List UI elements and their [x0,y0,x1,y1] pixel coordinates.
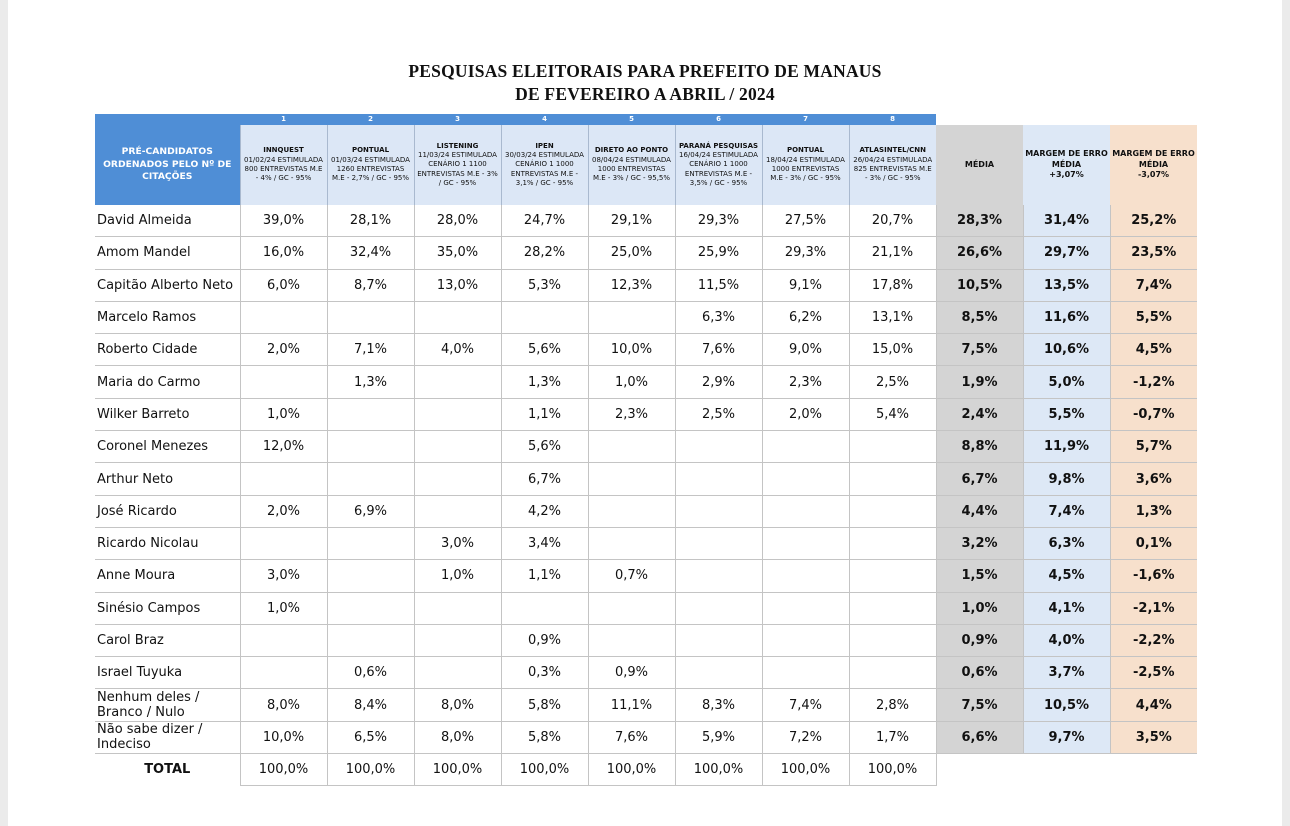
poll-value-3 [414,657,501,689]
poll-name: ATLASINTEL/CNN [859,146,926,155]
margin-plus-value: 9,8% [1023,463,1110,495]
poll-value-5: 2,3% [588,398,675,430]
poll-value-3 [414,431,501,463]
poll-value-4: 1,1% [501,560,588,592]
table-row [95,237,1197,269]
poll-value-6 [675,431,762,463]
poll-value-1: 2,0% [240,334,327,366]
margin-minus-value: 3,5% [1110,721,1197,753]
poll-value-2 [327,301,414,333]
poll-value-6 [675,624,762,656]
table-row [95,205,1197,237]
margin-plus-value: 4,0% [1023,624,1110,656]
margin-plus-value: 31,4% [1023,205,1110,237]
candidate-name: Capitão Alberto Neto [95,269,240,301]
poll-value-8 [849,527,936,559]
poll-value-3 [414,301,501,333]
margin-title: MARGEM DE ERRO MÉDIA [1025,149,1108,169]
poll-value-6 [675,657,762,689]
poll-value-1 [240,463,327,495]
poll-value-3: 4,0% [414,334,501,366]
poll-value-3: 3,0% [414,527,501,559]
poll-value-2: 7,1% [327,334,414,366]
poll-value-1 [240,366,327,398]
poll-details: 16/04/24 ESTIMULADA CENÁRIO 1 1000 ENTREVISTAS M.E - 3,5% / GC - 95% [679,151,758,187]
poll-value-2: 1,3% [327,366,414,398]
margin-minus-value: -2,5% [1110,657,1197,689]
poll-value-6: 2,9% [675,366,762,398]
poll-value-5 [588,495,675,527]
total-value-4: 100,0% [501,754,588,786]
poll-value-7: 7,4% [762,689,849,721]
media-value: 3,2% [936,527,1023,559]
poll-value-6: 25,9% [675,237,762,269]
poll-value-8: 15,0% [849,334,936,366]
poll-header-6 [675,125,762,205]
poll-value-2: 28,1% [327,205,414,237]
poll-value-7 [762,463,849,495]
table-row [95,366,1197,398]
poll-value-6: 29,3% [675,205,762,237]
poll-value-2: 8,4% [327,689,414,721]
margin-minus-value: 5,7% [1110,431,1197,463]
poll-value-7 [762,624,849,656]
poll-value-8 [849,624,936,656]
media-value: 6,6% [936,721,1023,753]
poll-value-1: 12,0% [240,431,327,463]
poll-value-8: 20,7% [849,205,936,237]
margin-minus-value: -1,6% [1110,560,1197,592]
media-value: 2,4% [936,398,1023,430]
poll-name: IPEN [535,141,554,150]
poll-details: 01/02/24 ESTIMULADA 800 ENTREVISTAS M.E - 4% / GC - 95% [244,155,323,183]
poll-value-5 [588,527,675,559]
candidate-name: Arthur Neto [95,463,240,495]
poll-value-5: 7,6% [588,721,675,753]
margin-minus-value: -0,7% [1110,398,1197,430]
candidate-name: Roberto Cidade [95,334,240,366]
poll-value-8 [849,592,936,624]
poll-value-7 [762,592,849,624]
margin-plus-value: 5,5% [1023,398,1110,430]
corner-number-cell [95,114,240,125]
margin-plus-value: 4,1% [1023,592,1110,624]
poll-number-7: 7 [762,114,849,125]
poll-value-6: 5,9% [675,721,762,753]
poll-value-2 [327,431,414,463]
margin-plus-value: 7,4% [1023,495,1110,527]
poll-value-1: 1,0% [240,592,327,624]
candidate-name: Maria do Carmo [95,366,240,398]
candidate-name: Wilker Barreto [95,398,240,430]
margin-minus-value: 25,2% [1110,205,1197,237]
poll-value-8: 21,1% [849,237,936,269]
poll-value-7: 9,0% [762,334,849,366]
poll-value-6 [675,463,762,495]
poll-details: 30/03/24 ESTIMULADA CENÁRIO 1 1000 ENTREVISTAS M.E - 3,1% / GC - 95% [505,151,584,187]
candidate-name: Amom Mandel [95,237,240,269]
candidate-name: Sinésio Campos [95,592,240,624]
margin-plus-value: 11,6% [1023,301,1110,333]
margin-plus-value: 13,5% [1023,269,1110,301]
poll-value-2 [327,624,414,656]
margin-minus-value: 3,6% [1110,463,1197,495]
poll-value-2: 6,9% [327,495,414,527]
poll-value-5 [588,431,675,463]
poll-value-8: 17,8% [849,269,936,301]
poll-value-1 [240,657,327,689]
poll-value-7: 2,3% [762,366,849,398]
poll-value-4: 3,4% [501,527,588,559]
poll-value-7: 27,5% [762,205,849,237]
media-value: 4,4% [936,495,1023,527]
poll-value-1 [240,624,327,656]
poll-value-5 [588,624,675,656]
media-value: 7,5% [936,334,1023,366]
margin-minus-value: -2,2% [1110,624,1197,656]
poll-value-6: 11,5% [675,269,762,301]
candidate-name: Israel Tuyuka [95,657,240,689]
poll-value-5: 12,3% [588,269,675,301]
poll-header-3 [414,125,501,205]
total-row [95,754,1197,786]
poll-value-3: 13,0% [414,269,501,301]
poll-value-4: 1,1% [501,398,588,430]
total-value-6: 100,0% [675,754,762,786]
poll-value-3 [414,366,501,398]
poll-value-8: 13,1% [849,301,936,333]
poll-value-2: 0,6% [327,657,414,689]
margin-minus-value: 4,4% [1110,689,1197,721]
margin-plus-value: 10,5% [1023,689,1110,721]
poll-value-4: 0,9% [501,624,588,656]
poll-value-4: 5,6% [501,334,588,366]
poll-value-4: 0,3% [501,657,588,689]
poll-value-2 [327,463,414,495]
poll-value-7 [762,657,849,689]
media-value: 10,5% [936,269,1023,301]
poll-value-6 [675,495,762,527]
margin-plus-value: 10,6% [1023,334,1110,366]
poll-value-2: 8,7% [327,269,414,301]
table-row [95,269,1197,301]
table-row [95,463,1197,495]
poll-value-8: 5,4% [849,398,936,430]
poll-value-7 [762,495,849,527]
poll-value-4 [501,301,588,333]
margin-minus-value: 23,5% [1110,237,1197,269]
poll-value-6: 2,5% [675,398,762,430]
margin-plus-value: 11,9% [1023,431,1110,463]
poll-value-7 [762,431,849,463]
poll-header-4 [501,125,588,205]
table-row [95,624,1197,656]
poll-number-8: 8 [849,114,936,125]
media-value: 1,0% [936,592,1023,624]
poll-number-3: 3 [414,114,501,125]
media-value: 7,5% [936,689,1023,721]
total-value-7: 100,0% [762,754,849,786]
poll-value-8: 1,7% [849,721,936,753]
poll-value-2: 6,5% [327,721,414,753]
poll-value-5: 0,9% [588,657,675,689]
candidates-header: PRÉ-CANDIDATOS ORDENADOS PELO Nº DE CITAÇÕES [95,125,240,205]
poll-details: 11/03/24 ESTIMULADA CENÁRIO 1 1100 ENTREVISTAS M.E - 3% / GC - 95% [417,151,498,187]
poll-value-5 [588,592,675,624]
table-row [95,431,1197,463]
poll-value-1: 8,0% [240,689,327,721]
table-row [95,657,1197,689]
document-title: PESQUISAS ELEITORAIS PARA PREFEITO DE MANAUS [408,61,882,81]
poll-value-1: 1,0% [240,398,327,430]
poll-details: 18/04/24 ESTIMULADA 1000 ENTREVISTAS M.E - 3% / GC - 95% [766,155,845,183]
poll-value-5: 11,1% [588,689,675,721]
margin-plus-value: 6,3% [1023,527,1110,559]
margin-plus-value: 4,5% [1023,560,1110,592]
margin-minus-value: 0,1% [1110,527,1197,559]
poll-value-1: 16,0% [240,237,327,269]
poll-value-8 [849,560,936,592]
poll-value-1 [240,301,327,333]
poll-value-3: 8,0% [414,689,501,721]
poll-number-6: 6 [675,114,762,125]
poll-value-6 [675,527,762,559]
table-row [95,592,1197,624]
media-value: 8,5% [936,301,1023,333]
poll-value-3: 1,0% [414,560,501,592]
margin-plus-header [1023,125,1110,205]
poll-value-3: 28,0% [414,205,501,237]
media-value: 0,9% [936,624,1023,656]
poll-value-8 [849,657,936,689]
header-blank-cell [936,114,1023,125]
poll-value-4: 5,8% [501,689,588,721]
poll-number-2: 2 [327,114,414,125]
poll-value-7: 7,2% [762,721,849,753]
media-value: 0,6% [936,657,1023,689]
poll-value-6 [675,592,762,624]
poll-value-2: 32,4% [327,237,414,269]
poll-value-5: 25,0% [588,237,675,269]
candidate-name: Marcelo Ramos [95,301,240,333]
header-blank-cell [1110,114,1197,125]
margin-plus-value: 5,0% [1023,366,1110,398]
table-row [95,334,1197,366]
poll-value-8: 2,5% [849,366,936,398]
candidate-name: Ricardo Nicolau [95,527,240,559]
poll-name: INNQUEST [263,146,304,155]
poll-header-7 [762,125,849,205]
poll-value-6 [675,560,762,592]
media-header: MÉDIA [936,125,1023,205]
total-label: TOTAL [144,762,191,778]
poll-number-row [95,114,1197,125]
candidate-name: Coronel Menezes [95,431,240,463]
media-value: 1,9% [936,366,1023,398]
margin-minus-value: -2,1% [1110,592,1197,624]
media-value: 26,6% [936,237,1023,269]
poll-name: DIRETO AO PONTO [594,146,669,155]
poll-value-2 [327,398,414,430]
table-row [95,495,1197,527]
poll-header-1 [240,125,327,205]
poll-name: PONTUAL [351,146,390,155]
poll-value-2 [327,527,414,559]
poll-value-1: 6,0% [240,269,327,301]
poll-value-5: 1,0% [588,366,675,398]
poll-value-3 [414,624,501,656]
poll-header-8 [849,125,936,205]
margin-plus-value: 29,7% [1023,237,1110,269]
poll-value-7: 6,2% [762,301,849,333]
poll-value-2 [327,560,414,592]
total-blank-cell [936,754,1023,786]
poll-value-4: 1,3% [501,366,588,398]
poll-value-1: 10,0% [240,721,327,753]
candidate-name: Carol Braz [95,624,240,656]
total-value-2: 100,0% [327,754,414,786]
poll-number-1: 1 [240,114,327,125]
margin-minus-header [1110,125,1197,205]
margin-minus-value: 5,5% [1110,301,1197,333]
poll-value-4: 5,8% [501,721,588,753]
poll-value-8 [849,431,936,463]
table-row [95,721,1197,753]
margin-minus-value: -1,2% [1110,366,1197,398]
total-value-5: 100,0% [588,754,675,786]
poll-table [95,114,1197,786]
poll-value-4 [501,592,588,624]
poll-value-4: 5,3% [501,269,588,301]
poll-name: PARANÁ PESQUISAS [678,141,759,150]
poll-value-4: 28,2% [501,237,588,269]
document-subtitle: DE FEVEREIRO A ABRIL / 2024 [515,84,775,104]
table-row [95,398,1197,430]
poll-value-3: 8,0% [414,721,501,753]
poll-value-5: 10,0% [588,334,675,366]
poll-value-3: 35,0% [414,237,501,269]
candidate-name: Não sabe dizer / Indeciso [95,721,240,753]
margin-plus-value: 9,7% [1023,721,1110,753]
margin-minus-value: 4,5% [1110,334,1197,366]
poll-value-7: 9,1% [762,269,849,301]
poll-name: LISTENING [436,141,479,150]
header-blank-cell [1023,114,1110,125]
margin-plus-value: 3,7% [1023,657,1110,689]
poll-value-4: 24,7% [501,205,588,237]
poll-value-2 [327,592,414,624]
media-value: 1,5% [936,560,1023,592]
poll-value-1 [240,527,327,559]
margin-minus-value: 1,3% [1110,495,1197,527]
poll-value-4: 4,2% [501,495,588,527]
poll-value-8 [849,495,936,527]
poll-header-5 [588,125,675,205]
poll-value-5: 0,7% [588,560,675,592]
media-value: 8,8% [936,431,1023,463]
media-value: 6,7% [936,463,1023,495]
poll-details: 26/04/24 ESTIMULADA 825 ENTREVISTAS M.E - 3% / GC - 95% [853,155,933,183]
poll-value-7: 29,3% [762,237,849,269]
poll-value-3 [414,398,501,430]
poll-value-4: 6,7% [501,463,588,495]
poll-value-5: 29,1% [588,205,675,237]
poll-number-5: 5 [588,114,675,125]
margin-title: MARGEM DE ERRO MÉDIA [1112,149,1195,169]
media-value: 28,3% [936,205,1023,237]
total-blank-cell [1110,754,1197,786]
total-value-8: 100,0% [849,754,936,786]
table-row [95,560,1197,592]
poll-value-8: 2,8% [849,689,936,721]
poll-value-6: 6,3% [675,301,762,333]
poll-details: 01/03/24 ESTIMULADA 1260 ENTREVISTAS M.E - 2,7% / GC - 95% [331,155,410,183]
poll-value-1: 2,0% [240,495,327,527]
table-row [95,527,1197,559]
total-value-1: 100,0% [240,754,327,786]
poll-value-3 [414,463,501,495]
poll-details: 08/04/24 ESTIMULADA 1000 ENTREVISTAS M.E - 3% / GC - 95,5% [592,155,671,183]
poll-value-8 [849,463,936,495]
poll-value-5 [588,301,675,333]
poll-value-3 [414,592,501,624]
poll-value-7 [762,560,849,592]
poll-value-6: 8,3% [675,689,762,721]
poll-number-4: 4 [501,114,588,125]
poll-value-7 [762,527,849,559]
poll-value-6: 7,6% [675,334,762,366]
poll-header-2 [327,125,414,205]
candidate-name: Anne Moura [95,560,240,592]
candidate-name: José Ricardo [95,495,240,527]
poll-value-1: 39,0% [240,205,327,237]
poll-value-7: 2,0% [762,398,849,430]
poll-value-5 [588,463,675,495]
margin-minus-value: 7,4% [1110,269,1197,301]
poll-value-1: 3,0% [240,560,327,592]
candidate-name: David Almeida [95,205,240,237]
candidate-name: Nenhum deles / Branco / Nulo [95,689,240,721]
poll-value-3 [414,495,501,527]
margin-value: -3,07% [1137,170,1170,180]
poll-value-4: 5,6% [501,431,588,463]
total-value-3: 100,0% [414,754,501,786]
table-row [95,689,1197,721]
margin-value: +3,07% [1049,170,1084,180]
table-row [95,301,1197,333]
poll-name: PONTUAL [786,146,825,155]
total-blank-cell [1023,754,1110,786]
header-row [95,125,1197,205]
